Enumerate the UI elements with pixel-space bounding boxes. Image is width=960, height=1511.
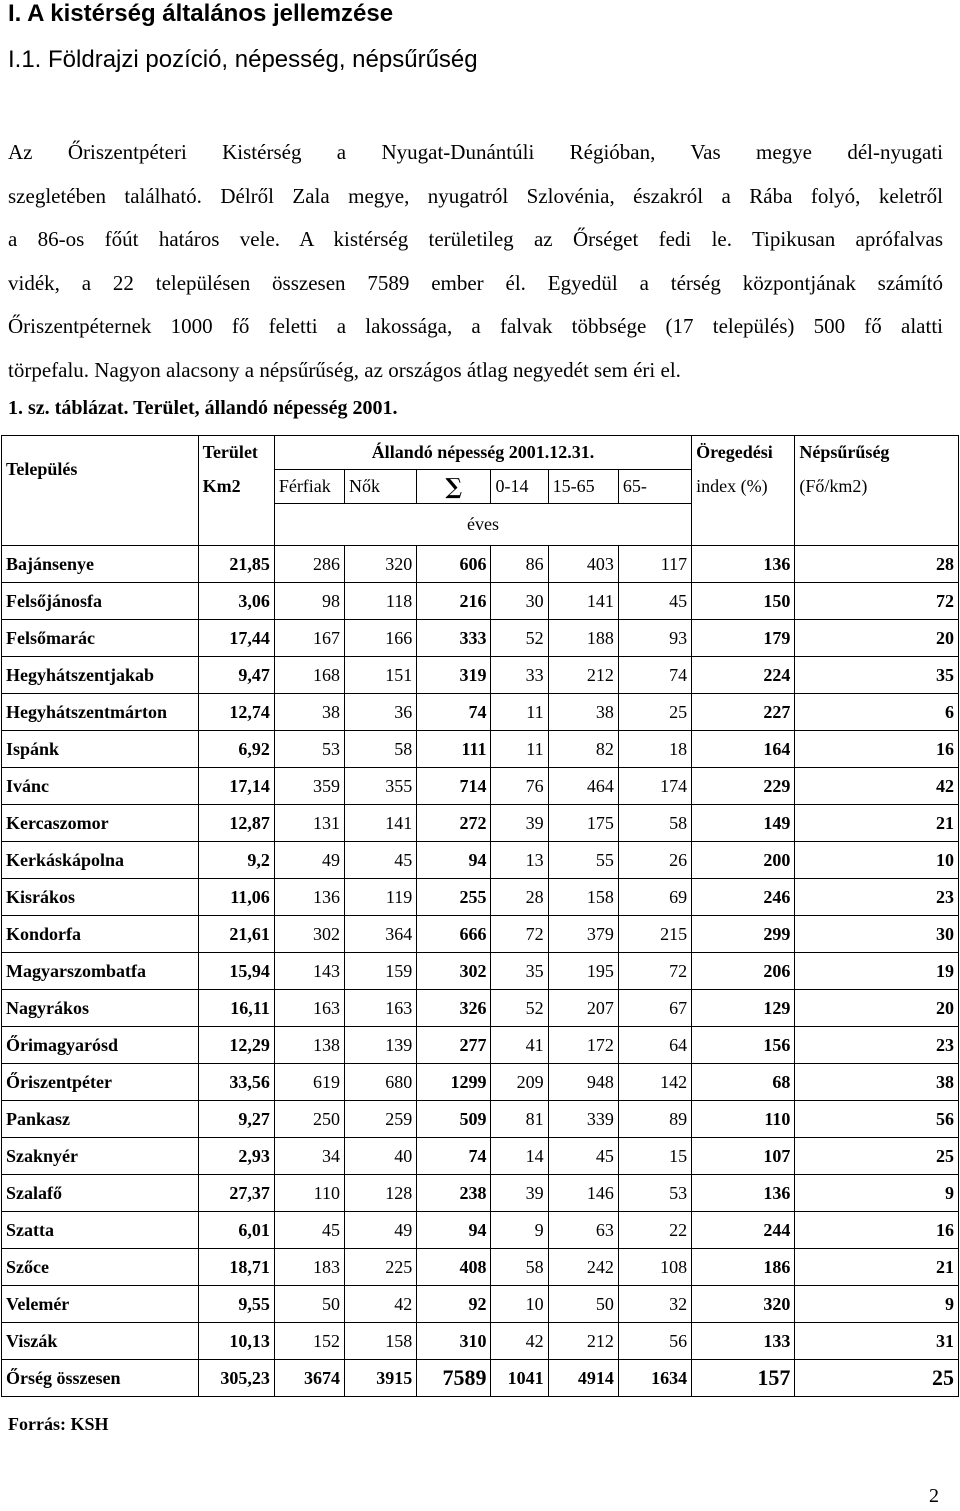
- cell-men: 359: [274, 768, 344, 805]
- cell-age-0-14: 39: [491, 805, 548, 842]
- cell-age-65: 18: [618, 731, 691, 768]
- cell-age-15-65: 212: [548, 1323, 618, 1360]
- cell-age-0-14: 33: [491, 657, 548, 694]
- cell-women: 141: [345, 805, 417, 842]
- cell-men: 131: [274, 805, 344, 842]
- paragraph-line: Őriszentpéternek 1000 fő feletti a lakossága, a falvak többsége (17 település) 500 fő alatti: [8, 314, 943, 339]
- cell-settlement: Szaknyér: [2, 1138, 199, 1175]
- cell-men: 302: [274, 916, 344, 953]
- cell-men: 163: [274, 990, 344, 1027]
- cell-area: 3,06: [198, 583, 274, 620]
- table-header-row: [2, 436, 959, 470]
- cell-age-15-65: 195: [548, 953, 618, 990]
- cell-age-0-14: 30: [491, 583, 548, 620]
- cell-aging-index: 107: [692, 1138, 795, 1175]
- cell-area: 6,92: [198, 731, 274, 768]
- cell-age-65: 53: [618, 1175, 691, 1212]
- cell-total: 92: [417, 1286, 491, 1323]
- table-row: [2, 805, 959, 842]
- cell-age-0-14: 41: [491, 1027, 548, 1064]
- cell-settlement: Őrimagyarósd: [2, 1027, 199, 1064]
- cell-density: 25: [795, 1360, 959, 1397]
- cell-age-0-14: 72: [491, 916, 548, 953]
- cell-density: 16: [795, 731, 959, 768]
- header-aging: Öregedési: [692, 436, 795, 470]
- cell-area: 2,93: [198, 1138, 274, 1175]
- cell-age-15-65: 55: [548, 842, 618, 879]
- cell-aging-index: 200: [692, 842, 795, 879]
- cell-area: 9,47: [198, 657, 274, 694]
- cell-settlement: Bajánsenye: [2, 546, 199, 583]
- cell-age-15-65: 38: [548, 694, 618, 731]
- cell-total: 319: [417, 657, 491, 694]
- cell-settlement: Kondorfa: [2, 916, 199, 953]
- cell-age-15-65: 146: [548, 1175, 618, 1212]
- cell-age-15-65: 172: [548, 1027, 618, 1064]
- cell-age-65: 26: [618, 842, 691, 879]
- cell-total: 606: [417, 546, 491, 583]
- cell-area: 6,01: [198, 1212, 274, 1249]
- cell-women: 163: [345, 990, 417, 1027]
- cell-area: 21,61: [198, 916, 274, 953]
- header-settlement: Település: [2, 436, 199, 504]
- cell-age-0-14: 11: [491, 694, 548, 731]
- cell-density: 25: [795, 1138, 959, 1175]
- cell-women: 49: [345, 1212, 417, 1249]
- cell-total: 277: [417, 1027, 491, 1064]
- cell-age-0-14: 52: [491, 990, 548, 1027]
- cell-age-0-14: 1041: [491, 1360, 548, 1397]
- cell-women: 151: [345, 657, 417, 694]
- cell-density: 28: [795, 546, 959, 583]
- cell-settlement: Velemér: [2, 1286, 199, 1323]
- cell-men: 143: [274, 953, 344, 990]
- table-row: [2, 916, 959, 953]
- cell-aging-index: 157: [692, 1360, 795, 1397]
- header-population: Állandó népesség 2001.12.31.: [274, 436, 691, 470]
- cell-total: 302: [417, 953, 491, 990]
- cell-age-65: 67: [618, 990, 691, 1027]
- cell-settlement: Ivánc: [2, 768, 199, 805]
- cell-aging-index: 179: [692, 620, 795, 657]
- table-row: [2, 1249, 959, 1286]
- header-area: Terület: [198, 436, 274, 470]
- cell-total: 408: [417, 1249, 491, 1286]
- header-age-unit: éves: [274, 504, 691, 546]
- cell-aging-index: 156: [692, 1027, 795, 1064]
- cell-age-0-14: 9: [491, 1212, 548, 1249]
- cell-density: 38: [795, 1064, 959, 1101]
- cell-age-0-14: 86: [491, 546, 548, 583]
- paragraph-line: vidék, a 22 településen összesen 7589 ember él. Egyedül a térség központjának számító: [8, 270, 943, 295]
- cell-area: 9,55: [198, 1286, 274, 1323]
- table-row: [2, 1212, 959, 1249]
- cell-age-65: 56: [618, 1323, 691, 1360]
- cell-area: 12,87: [198, 805, 274, 842]
- cell-density: 20: [795, 990, 959, 1027]
- cell-age-65: 22: [618, 1212, 691, 1249]
- cell-age-15-65: 379: [548, 916, 618, 953]
- cell-women: 225: [345, 1249, 417, 1286]
- cell-settlement: Viszák: [2, 1323, 199, 1360]
- cell-women: 58: [345, 731, 417, 768]
- cell-women: 45: [345, 842, 417, 879]
- cell-age-15-65: 188: [548, 620, 618, 657]
- cell-age-0-14: 35: [491, 953, 548, 990]
- cell-age-0-14: 39: [491, 1175, 548, 1212]
- cell-settlement: Ispánk: [2, 731, 199, 768]
- cell-density: 19: [795, 953, 959, 990]
- cell-women: 118: [345, 583, 417, 620]
- cell-density: 9: [795, 1175, 959, 1212]
- cell-women: 42: [345, 1286, 417, 1323]
- cell-aging-index: 149: [692, 805, 795, 842]
- table-row: [2, 768, 959, 805]
- cell-age-15-65: 464: [548, 768, 618, 805]
- cell-total: 509: [417, 1101, 491, 1138]
- cell-area: 9,27: [198, 1101, 274, 1138]
- cell-settlement: Kisrákos: [2, 879, 199, 916]
- cell-women: 139: [345, 1027, 417, 1064]
- cell-density: 10: [795, 842, 959, 879]
- cell-aging-index: 68: [692, 1064, 795, 1101]
- cell-aging-index: 136: [692, 1175, 795, 1212]
- cell-age-65: 215: [618, 916, 691, 953]
- table-row: [2, 990, 959, 1027]
- cell-density: 9: [795, 1286, 959, 1323]
- cell-age-0-14: 14: [491, 1138, 548, 1175]
- cell-total: 310: [417, 1323, 491, 1360]
- cell-density: 20: [795, 620, 959, 657]
- cell-age-65: 174: [618, 768, 691, 805]
- cell-settlement: Szalafő: [2, 1175, 199, 1212]
- cell-density: 31: [795, 1323, 959, 1360]
- table-row: [2, 879, 959, 916]
- cell-area: 27,37: [198, 1175, 274, 1212]
- cell-age-15-65: 45: [548, 1138, 618, 1175]
- cell-density: 42: [795, 768, 959, 805]
- cell-aging-index: 320: [692, 1286, 795, 1323]
- cell-age-0-14: 58: [491, 1249, 548, 1286]
- cell-area: 21,85: [198, 546, 274, 583]
- cell-area: 11,06: [198, 879, 274, 916]
- paragraph-line: a 86-os főút határos vele. A kistérség területileg az Őrséget fedi le. Tipikusan aprófalvas: [8, 227, 943, 252]
- cell-men: 110: [274, 1175, 344, 1212]
- cell-total: 7589: [417, 1360, 491, 1397]
- cell-aging-index: 136: [692, 546, 795, 583]
- header-age-65: 65-: [618, 470, 691, 504]
- cell-aging-index: 129: [692, 990, 795, 1027]
- table-body: [2, 546, 959, 1397]
- cell-women: 3915: [345, 1360, 417, 1397]
- cell-aging-index: 133: [692, 1323, 795, 1360]
- header-age-0-14: 0-14: [491, 470, 548, 504]
- cell-settlement: Őriszentpéter: [2, 1064, 199, 1101]
- header-density: Népsűrűség: [795, 436, 959, 470]
- cell-age-65: 45: [618, 583, 691, 620]
- cell-total: 714: [417, 768, 491, 805]
- cell-total: 666: [417, 916, 491, 953]
- cell-women: 320: [345, 546, 417, 583]
- cell-men: 138: [274, 1027, 344, 1064]
- cell-age-65: 15: [618, 1138, 691, 1175]
- cell-age-65: 74: [618, 657, 691, 694]
- table-row: [2, 583, 959, 620]
- header-age-15-65: 15-65: [548, 470, 618, 504]
- cell-age-15-65: 207: [548, 990, 618, 1027]
- cell-settlement: Felsőjánosfa: [2, 583, 199, 620]
- source-note: Forrás: KSH: [8, 1414, 109, 1434]
- cell-settlement: Hegyhátszentmárton: [2, 694, 199, 731]
- cell-men: 3674: [274, 1360, 344, 1397]
- cell-men: 286: [274, 546, 344, 583]
- cell-men: 49: [274, 842, 344, 879]
- cell-settlement: Kercaszomor: [2, 805, 199, 842]
- cell-total: 272: [417, 805, 491, 842]
- cell-total: 326: [417, 990, 491, 1027]
- header-area-unit: Km2: [198, 470, 274, 504]
- cell-total: 74: [417, 694, 491, 731]
- cell-total: 333: [417, 620, 491, 657]
- cell-area: 18,71: [198, 1249, 274, 1286]
- cell-age-15-65: 403: [548, 546, 618, 583]
- cell-age-15-65: 158: [548, 879, 618, 916]
- cell-density: 23: [795, 1027, 959, 1064]
- cell-age-0-14: 209: [491, 1064, 548, 1101]
- cell-settlement: Nagyrákos: [2, 990, 199, 1027]
- cell-area: 12,29: [198, 1027, 274, 1064]
- header-empty: [2, 504, 199, 546]
- table-row: [2, 657, 959, 694]
- cell-density: 35: [795, 657, 959, 694]
- cell-aging-index: 246: [692, 879, 795, 916]
- cell-age-15-65: 175: [548, 805, 618, 842]
- cell-total: 216: [417, 583, 491, 620]
- cell-age-15-65: 4914: [548, 1360, 618, 1397]
- cell-age-15-65: 948: [548, 1064, 618, 1101]
- cell-age-15-65: 63: [548, 1212, 618, 1249]
- cell-aging-index: 224: [692, 657, 795, 694]
- cell-aging-index: 227: [692, 694, 795, 731]
- cell-aging-index: 164: [692, 731, 795, 768]
- table-total-row: [2, 1360, 959, 1397]
- table-header-row: [2, 504, 959, 546]
- cell-total: 94: [417, 1212, 491, 1249]
- table-row: [2, 694, 959, 731]
- cell-density: 72: [795, 583, 959, 620]
- cell-age-15-65: 82: [548, 731, 618, 768]
- cell-age-0-14: 11: [491, 731, 548, 768]
- cell-men: 50: [274, 1286, 344, 1323]
- section-heading: I.1. Földrajzi pozíció, népesség, népsűrűség: [8, 46, 478, 73]
- header-density-unit: (Fő/km2): [795, 470, 959, 504]
- cell-aging-index: 110: [692, 1101, 795, 1138]
- cell-total: 74: [417, 1138, 491, 1175]
- cell-age-65: 1634: [618, 1360, 691, 1397]
- cell-age-65: 89: [618, 1101, 691, 1138]
- cell-women: 166: [345, 620, 417, 657]
- cell-settlement: Pankasz: [2, 1101, 199, 1138]
- cell-age-15-65: 50: [548, 1286, 618, 1323]
- cell-men: 167: [274, 620, 344, 657]
- cell-aging-index: 186: [692, 1249, 795, 1286]
- cell-women: 128: [345, 1175, 417, 1212]
- cell-women: 159: [345, 953, 417, 990]
- cell-age-65: 64: [618, 1027, 691, 1064]
- paragraph-line: szegletében található. Délről Zala megye, nyugatról Szlovénia, északról a Rába folyó, keletről: [8, 183, 943, 208]
- header-women: Nők: [345, 470, 417, 504]
- cell-age-65: 93: [618, 620, 691, 657]
- cell-age-65: 108: [618, 1249, 691, 1286]
- page-number: 2: [929, 1485, 939, 1507]
- cell-men: 168: [274, 657, 344, 694]
- cell-age-65: 25: [618, 694, 691, 731]
- cell-women: 680: [345, 1064, 417, 1101]
- cell-age-15-65: 141: [548, 583, 618, 620]
- table-row: [2, 731, 959, 768]
- cell-men: 98: [274, 583, 344, 620]
- cell-total: 94: [417, 842, 491, 879]
- cell-settlement: Kerkáskápolna: [2, 842, 199, 879]
- cell-density: 16: [795, 1212, 959, 1249]
- paragraph-line: törpefalu. Nagyon alacsony a népsűrűség, az országos átlag negyedét sem éri el.: [8, 357, 681, 382]
- table-row: [2, 1138, 959, 1175]
- cell-men: 152: [274, 1323, 344, 1360]
- cell-settlement: Felsőmarác: [2, 620, 199, 657]
- cell-settlement: Hegyhátszentjakab: [2, 657, 199, 694]
- table-row: [2, 620, 959, 657]
- cell-density: 21: [795, 1249, 959, 1286]
- cell-density: 30: [795, 916, 959, 953]
- header-empty: [198, 504, 274, 546]
- cell-age-15-65: 212: [548, 657, 618, 694]
- cell-settlement: Őrség összesen: [2, 1360, 199, 1397]
- table-row: [2, 1323, 959, 1360]
- cell-area: 305,23: [198, 1360, 274, 1397]
- table-row: [2, 546, 959, 583]
- cell-women: 36: [345, 694, 417, 731]
- cell-women: 40: [345, 1138, 417, 1175]
- cell-men: 136: [274, 879, 344, 916]
- cell-age-0-14: 52: [491, 620, 548, 657]
- cell-total: 111: [417, 731, 491, 768]
- table-row: [2, 842, 959, 879]
- cell-area: 12,74: [198, 694, 274, 731]
- cell-age-65: 72: [618, 953, 691, 990]
- cell-men: 619: [274, 1064, 344, 1101]
- table-caption: 1. sz. táblázat. Terület, állandó népesség 2001.: [8, 397, 398, 419]
- cell-age-65: 142: [618, 1064, 691, 1101]
- cell-total: 238: [417, 1175, 491, 1212]
- header-empty: [692, 504, 795, 546]
- cell-men: 38: [274, 694, 344, 731]
- population-table: [1, 435, 959, 1397]
- cell-age-65: 32: [618, 1286, 691, 1323]
- table-row: [2, 1027, 959, 1064]
- header-empty: [795, 504, 959, 546]
- table-row: [2, 1175, 959, 1212]
- cell-age-0-14: 81: [491, 1101, 548, 1138]
- cell-age-65: 69: [618, 879, 691, 916]
- sum-icon: ∑: [417, 470, 491, 504]
- cell-area: 17,44: [198, 620, 274, 657]
- cell-total: 1299: [417, 1064, 491, 1101]
- cell-aging-index: 206: [692, 953, 795, 990]
- header-men: Férfiak: [274, 470, 344, 504]
- cell-age-0-14: 10: [491, 1286, 548, 1323]
- table-row: [2, 1286, 959, 1323]
- cell-age-0-14: 42: [491, 1323, 548, 1360]
- cell-area: 9,2: [198, 842, 274, 879]
- cell-total: 255: [417, 879, 491, 916]
- table-row: [2, 1064, 959, 1101]
- cell-men: 250: [274, 1101, 344, 1138]
- cell-density: 21: [795, 805, 959, 842]
- cell-aging-index: 229: [692, 768, 795, 805]
- table-row: [2, 953, 959, 990]
- cell-density: 56: [795, 1101, 959, 1138]
- cell-aging-index: 244: [692, 1212, 795, 1249]
- cell-men: 34: [274, 1138, 344, 1175]
- cell-women: 158: [345, 1323, 417, 1360]
- cell-age-65: 58: [618, 805, 691, 842]
- cell-age-15-65: 242: [548, 1249, 618, 1286]
- cell-women: 119: [345, 879, 417, 916]
- cell-age-0-14: 13: [491, 842, 548, 879]
- cell-area: 33,56: [198, 1064, 274, 1101]
- table-row: [2, 1101, 959, 1138]
- cell-area: 17,14: [198, 768, 274, 805]
- cell-density: 23: [795, 879, 959, 916]
- cell-area: 10,13: [198, 1323, 274, 1360]
- cell-women: 364: [345, 916, 417, 953]
- cell-settlement: Magyarszombatfa: [2, 953, 199, 990]
- cell-women: 355: [345, 768, 417, 805]
- header-aging-unit: index (%): [692, 470, 795, 504]
- cell-area: 15,94: [198, 953, 274, 990]
- cell-settlement: Szatta: [2, 1212, 199, 1249]
- paragraph-line: Az Őriszentpéteri Kistérség a Nyugat-Dunántúli Régióban, Vas megye dél-nyugati: [8, 140, 943, 164]
- cell-aging-index: 150: [692, 583, 795, 620]
- cell-age-65: 117: [618, 546, 691, 583]
- cell-age-15-65: 339: [548, 1101, 618, 1138]
- cell-age-0-14: 76: [491, 768, 548, 805]
- cell-settlement: Szőce: [2, 1249, 199, 1286]
- intro-paragraph: [8, 131, 943, 393]
- cell-aging-index: 299: [692, 916, 795, 953]
- cell-density: 6: [795, 694, 959, 731]
- cell-area: 16,11: [198, 990, 274, 1027]
- cell-men: 53: [274, 731, 344, 768]
- cell-men: 45: [274, 1212, 344, 1249]
- cell-men: 183: [274, 1249, 344, 1286]
- chapter-heading: I. A kistérség általános jellemzése: [8, 0, 394, 27]
- cell-women: 259: [345, 1101, 417, 1138]
- cell-age-0-14: 28: [491, 879, 548, 916]
